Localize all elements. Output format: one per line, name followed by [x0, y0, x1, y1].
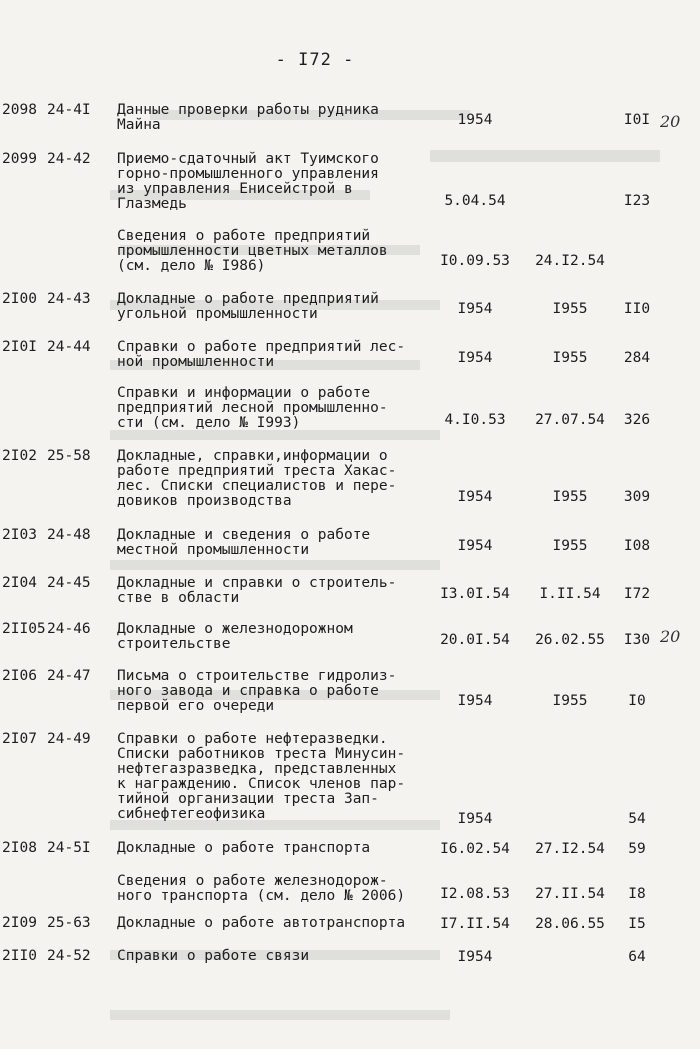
date-start: I954: [457, 489, 493, 505]
case-description: Докладные и справки о строитель- стве в области: [117, 575, 397, 606]
sheet-count: II0: [623, 301, 651, 317]
sheet-count: 309: [623, 489, 651, 505]
case-description: Докладные и сведения о работе местной промышленности: [117, 527, 371, 558]
case-description: Справки о работе предприятий лес- ной промышленности: [117, 339, 406, 370]
sheet-count: I0I: [623, 112, 651, 128]
sheet-count: 54: [628, 811, 646, 827]
sheet-count: I8: [628, 886, 646, 902]
sheet-count: I5: [628, 916, 646, 932]
date-end: 26.02.55: [535, 632, 605, 648]
case-description: Докладные о работе автотранспорта: [117, 915, 406, 931]
case-description: Приемо-сдаточный акт Туимского горно-промышленного управления из управления Енисейстрой в Глазмедь: [117, 151, 379, 212]
case-number: 2I07: [2, 731, 37, 747]
case-description: Докладные о работе предприятий угольной промышленности: [117, 291, 379, 322]
case-description: Докладные, справки,информации о работе предприятий треста Хакас- лес. Списки специалистов и пере- довиков производства: [117, 448, 397, 509]
case-description: Справки и информации о работе предприятий лесной промышленно- сти (см. дело № I993): [117, 385, 388, 431]
date-start: I954: [457, 350, 493, 366]
case-description: Сведения о работе железнодорож- ного транспорта (см. дело № 2006): [117, 873, 406, 904]
date-end: I955: [552, 489, 588, 505]
page-number: - I72 -: [275, 50, 355, 70]
date-end: I955: [552, 538, 588, 554]
case-code: 24-45: [47, 575, 91, 591]
sheet-count: I08: [623, 538, 651, 554]
case-code: 25-63: [47, 915, 91, 931]
case-code: 24-48: [47, 527, 91, 543]
case-code: 24-49: [47, 731, 91, 747]
margin-note: 20: [660, 627, 681, 646]
case-code: 24-4I: [47, 102, 91, 118]
case-number: 2I04: [2, 575, 37, 591]
case-code: 24-44: [47, 339, 91, 355]
date-start: I7.II.54: [440, 916, 510, 932]
case-number: 2I0I: [2, 339, 37, 355]
case-code: 24-52: [47, 948, 91, 964]
date-end: 24.I2.54: [535, 253, 605, 269]
date-end: 28.06.55: [535, 916, 605, 932]
date-end: 27.II.54: [535, 886, 605, 902]
date-start: I3.0I.54: [440, 586, 510, 602]
case-number: 2I00: [2, 291, 37, 307]
case-number: 2098: [2, 102, 37, 118]
date-start: I954: [457, 811, 493, 827]
case-number: 2I06: [2, 668, 37, 684]
case-description: Справки о работе нефтеразведки. Списки работников треста Минусин- нефтегазразведка, представленных к награждению. Список членов пар- тийной организации треста Зап- сибнефтегеофизика: [117, 731, 406, 822]
date-start: I954: [457, 949, 493, 965]
date-end: 27.07.54: [535, 412, 605, 428]
case-number: 2I03: [2, 527, 37, 543]
date-end: I.II.54: [539, 586, 601, 602]
date-start: I954: [457, 301, 493, 317]
sheet-count: I30: [623, 632, 651, 648]
date-end: 27.I2.54: [535, 841, 605, 857]
date-start: I954: [457, 693, 493, 709]
date-end: I955: [552, 301, 588, 317]
case-number: 2I08: [2, 840, 37, 856]
case-code: 24-47: [47, 668, 91, 684]
case-code: 24-42: [47, 151, 91, 167]
date-start: 20.0I.54: [440, 632, 510, 648]
date-start: I2.08.53: [440, 886, 510, 902]
sheet-count: 284: [623, 350, 651, 366]
case-description: Докладные о работе транспорта: [117, 840, 371, 856]
sheet-count: I0: [628, 693, 646, 709]
case-number: 2II0: [2, 948, 37, 964]
case-code: 24-43: [47, 291, 91, 307]
date-end: I955: [552, 350, 588, 366]
case-number: 2099: [2, 151, 37, 167]
case-number: 2I02: [2, 448, 37, 464]
case-code: 25-58: [47, 448, 91, 464]
date-start: 5.04.54: [444, 193, 506, 209]
case-number: 2II05: [2, 621, 46, 637]
case-description: Докладные о железнодорожном строительстве: [117, 621, 353, 652]
case-description: Справки о работе связи: [117, 948, 310, 964]
sheet-count: I72: [623, 586, 651, 602]
sheet-count: 59: [628, 841, 646, 857]
date-start: 4.I0.53: [444, 412, 506, 428]
date-end: I955: [552, 693, 588, 709]
case-code: 24-46: [47, 621, 91, 637]
case-number: 2I09: [2, 915, 37, 931]
case-description: Письма о строительстве гидролиз- ного завода и справка о работе первой его очереди: [117, 668, 397, 714]
case-description: Данные проверки работы рудника Майна: [117, 102, 379, 133]
date-start: I954: [457, 538, 493, 554]
date-start: 1954: [457, 112, 493, 128]
sheet-count: 326: [623, 412, 651, 428]
case-description: Сведения о работе предприятий промышленности цветных металлов (см. дело № I986): [117, 228, 388, 274]
sheet-count: 64: [628, 949, 646, 965]
date-start: I6.02.54: [440, 841, 510, 857]
sheet-count: I23: [623, 193, 651, 209]
date-start: I0.09.53: [440, 253, 510, 269]
margin-note: 20: [660, 112, 681, 131]
case-code: 24-5I: [47, 840, 91, 856]
